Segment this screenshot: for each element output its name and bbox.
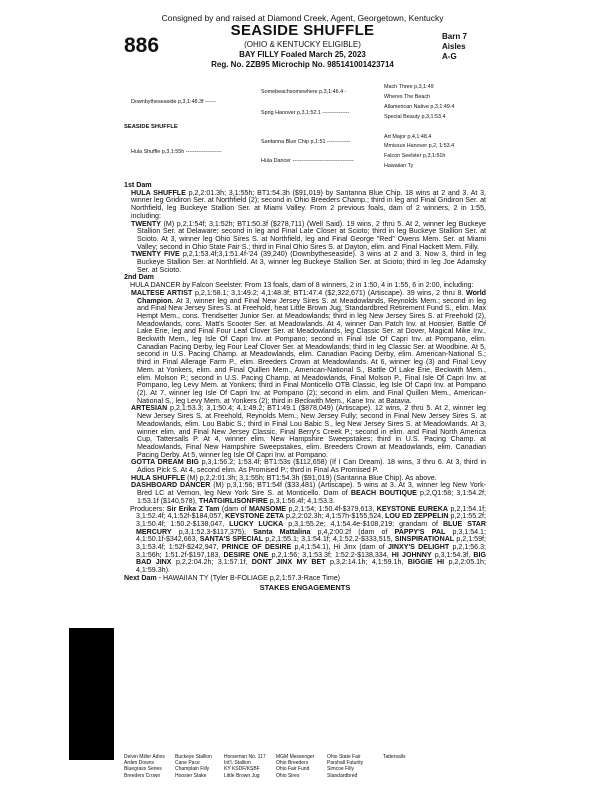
producer-horse-name: SINSPIRATIONAL bbox=[394, 535, 455, 544]
ped-dam-dam: Hula Dancer ---------------------------------- bbox=[261, 158, 354, 164]
producer-horse-name: HI JOHNNY bbox=[391, 550, 432, 559]
second-dam-produce-4 bbox=[124, 482, 486, 505]
producer-horse-name: LOU ED ZEPPELIN bbox=[385, 512, 449, 521]
second-dam-produce-0 bbox=[124, 290, 486, 406]
produce-name: ARTESIAN bbox=[131, 404, 168, 413]
produce-text: p,2,1:58.1; 3,1:49.2; 4,1:48.3f; BT1:47.4 ($2,322,671) (Artiscape). 39 wins, 2 thru 8. bbox=[192, 288, 467, 297]
producer-horse-name: PAPPY'S PAL bbox=[394, 527, 446, 536]
producer-text: p,3,1:52.3-$117,375), bbox=[171, 527, 254, 536]
stakes-item: Int'l. Stallion bbox=[224, 760, 251, 767]
producer-text: p,2,1:56.3; 3,1:56h; 1:51.2f-$197,183, bbox=[136, 543, 487, 559]
produce-text: p,3,1:56.2; 1:53.4f; BT1:53s ($112,658) (If I Can Dream). 18 wins, 3 thru 6. At 3, third in Adios Pick S. At 4, second elim. As Promised P.; third in Final As Promised P. bbox=[137, 458, 486, 475]
barn-label: Barn 7 bbox=[442, 32, 467, 41]
stakes-item: Standardbred bbox=[327, 772, 358, 779]
next-dam-line bbox=[124, 575, 486, 583]
stakes-item: Ohio Breeders bbox=[276, 760, 309, 767]
second-dam-produce-2 bbox=[124, 459, 486, 474]
first-dam-heading: 1st Dam bbox=[124, 181, 152, 189]
producer-horse-name: KEYSTONE ZETA bbox=[225, 512, 285, 521]
producer-text: p,4,1:54.1), Hi Jinx (dam of bbox=[291, 543, 388, 552]
second-dam-produce-1 bbox=[124, 405, 486, 459]
ped-sire-sire: Somebeachsomewhere p,3,1:46.4 - bbox=[261, 89, 347, 95]
next-dam-heading: Next Dam bbox=[124, 573, 157, 582]
ped-sire-sire-sire: Mach Three p,3,1:49 bbox=[384, 84, 434, 90]
producer-text: p,4,2:00.2f (dam of bbox=[310, 527, 395, 536]
stakes-item: KY KSDF/KSBF bbox=[224, 766, 260, 773]
producer-text: p,2,1:56; 3,1:53.3f; 1:52.2-$138,334, bbox=[268, 550, 392, 559]
producer-horse-name: Santa Mattalina bbox=[253, 527, 311, 536]
first-dam-produce-1 bbox=[124, 251, 486, 274]
produce-honor: World Champion. bbox=[137, 288, 486, 305]
stakes-item: Delvin Miller Adios bbox=[124, 754, 165, 760]
stakes-item: Cane Pace bbox=[175, 760, 200, 767]
producer-horse-name: BLUE STAR MERCURY bbox=[136, 519, 486, 536]
producer-text: p,3,2:14.1h; 4,1:59.1h, bbox=[325, 558, 408, 567]
aisle-range: A-G bbox=[442, 52, 457, 61]
stakes-item: Parshall Futurity bbox=[327, 760, 364, 767]
produce-offspring: THATGIRLISONFIRE bbox=[198, 496, 268, 505]
stakes-item: Champlain Filly bbox=[175, 766, 210, 773]
producer-text: p,2,1:59f; 3,1:53.4f; 1:52f-$242,947, bbox=[136, 535, 486, 552]
stakes-item: Ohio State Fair bbox=[327, 754, 361, 760]
ped-sire: Downbytheseaside p,3,1:48.3f ------ bbox=[131, 99, 216, 105]
producer-text: p,3,1:54.3f, bbox=[431, 550, 474, 559]
producer-horse-name: PRINCE OF DESIRE bbox=[221, 543, 292, 552]
first-dam-text: p,2,2:01.3h; 3,1:55h; BT1:54.3h ($91,019) by Santanna Blue Chip. 18 wins at 2 and 3. At 3, winner leg Gridiron Ser. at Northfield (2); second in Ohio Breeders Champ.; third in leg and Final Gridiron Ser. at Northfield, leg Buckeye Stallion Ser. at Miami Valley. From 2 previous foals, dam of 2 winners, 2 in 1:55, including: bbox=[131, 188, 486, 220]
produce-text: At 3, winner leg and Final New Jersey Sires S. at Meadowlands, Reynolds Mem.; second in leg and Final New Jersey Sires S. at Freehold, heat Little Brown Jug, Standardbred Retirement Fund S., elim. Max Hempt Mem., cons. Trendsetter Junior Ser. at Meadowlands; third in leg New Jersey Sires S. at Freehold (2), Meadowlands, cons. Matt's Scooter Ser. at Meadowlands. At 4, winner Dan Patch Inv. at Hoosier, Battle Of Lake Erie, leg and Final Four Leaf Clover Ser. at Meadowlands, leg Classic Ser. at Dover, Magical Mike Inv., Beckwith Mem., leg Isle Of Capri Inv. at Pompano; second in Final Isle Of Capri Inv. at Pompano, elim. Canadian Pacing Derby, leg Four Leaf Clover Ser. at Meadowlands; third in leg Classic Ser. at Woodbine. At 5, second in U.S. Pacing Champ. at Meadowlands, elim. Canadian Pacing Derby, elim. American-National S.; third in Final Allerage Farm P., elim. Breeders Crown at Meadowlands. At 6, winner leg (3) and Final Levy Mem. at Yonkers, elim. and Final Quillen Mem., American-National S., Battle Of Lake Erie, Beckwith Mem., elim. Molson P.; second in U.S. Pacing Champ. at Meadowlands, Final Molson P., Final Isle Of Capri Inv. at Pompano, leg Levy Mem. at Yonkers; third in Final Monticello OTB Classic, leg Isle Of Capri Inv. at Pompano (2). At 7, winner leg Isle Of Capri Inv. at Pompano (2); second in elim. and Final Quillen Mem., American-National S., leg Levy Mem. at Yonkers (2); third in Beckwith Mem., Kane Inv. at Batavia. bbox=[137, 296, 486, 405]
producer-text: p,2,2:05.1h; 4,1:59.3h). bbox=[136, 558, 486, 575]
ped-sire-dam: Sprig Hanover p,3,1:52.1 --------------- bbox=[261, 110, 350, 116]
producer-text: p,2,2:02.3h; 4,1:57h-$155,524, bbox=[284, 512, 386, 521]
producer-text: p,3,1:54.1; 4,1:50.1f-$342,663, bbox=[136, 527, 486, 544]
next-dam-text: - HAWAIIAN TY (Tyler B-FOLIAGE p,2,1:57.3-Race Time) bbox=[156, 573, 341, 582]
stakes-item: Tattersalls bbox=[383, 754, 406, 760]
stakes-item: Hoosier Stake bbox=[175, 772, 207, 779]
producer-horse-name: MANSOME bbox=[248, 504, 287, 513]
stakes-item: Little Brown Jug bbox=[224, 772, 260, 779]
producer-text: p,2,1:55.2f; 3,1:50.4f; 1:50.2-$138,047, bbox=[136, 512, 486, 528]
producer-text: p,2,2:04.2h; 3,1:57.1f, bbox=[171, 558, 252, 567]
stakes-item: Breeders Crown bbox=[124, 772, 161, 779]
black-side-bar bbox=[69, 628, 114, 760]
stakes-item bbox=[383, 773, 443, 779]
ped-sire-dam-sire: Allamerican Native p,3,1:49.4 bbox=[384, 104, 455, 110]
produce-text: (M) p,3,1:56; BT1:54f ($33,481) (Artiscape). 5 wins at 3. At 3, winner leg New York-Bred LC at Vernon, leg New York Sire S. at Monticello. Dam of bbox=[137, 481, 486, 498]
horse-description: BAY FILLY Foaled March 25, 2023 bbox=[239, 50, 366, 59]
producer-text: (dam of bbox=[219, 504, 249, 513]
stakes-item: Buckeye Stallion bbox=[175, 754, 212, 760]
registration: Reg. No. 2ZB95 Microchip No. 985141001423714 bbox=[211, 60, 394, 69]
producer-horse-name: BIGGIE HI bbox=[407, 558, 445, 567]
stakes-item: Bluegrass Series bbox=[124, 766, 162, 773]
first-dam-name: HULA SHUFFLE bbox=[131, 188, 186, 197]
ped-dam-sire-dam: Mmissus Hanover p,2, 1:53.4 bbox=[384, 143, 455, 149]
ped-dam-dam-dam: Hawaiian Ty bbox=[384, 163, 414, 169]
stakes-engagements-list bbox=[124, 754, 494, 779]
produce-name: TWENTY bbox=[131, 219, 161, 228]
produce-text: (M) p,2,1:54f; 3,1:52h; BT1:50.3f ($278,711) (Well Said). 19 wins, 2 thru 5. At 2, winner leg Buckeye Stallion Ser. at Delaware; second in leg and Final Late Closer at Scioto; third in leg Buckeye Stallion Ser. at Scioto. At 3, winner leg Ohio Sires S. at Northfield, leg and Final George "Red" Owens Mem. Ser. at Miami Valley; second in Ohio State Fair S.; third in Final Ohio Sires S. at Dayton, elim. and Final Hackett Mem. Filly. bbox=[137, 219, 486, 251]
eligibility: (OHIO & KENTUCKY ELIGIBLE) bbox=[244, 40, 361, 49]
hip-number: 886 bbox=[124, 34, 160, 57]
producer-horse-name: Sir Erika Z Tam bbox=[166, 504, 220, 513]
second-dam-heading: 2nd Dam bbox=[124, 273, 154, 282]
producer-horse-name: KEYSTONE EUREKA bbox=[376, 504, 449, 513]
stakes-item: Ohio Sires bbox=[276, 772, 300, 779]
consignor-line: Consigned by and raised at Diamond Creek, Agent, Georgetown, Kentucky bbox=[161, 13, 444, 23]
produce-name: DASHBOARD DANCER bbox=[131, 481, 211, 490]
ped-dam: Hula Shuffle p,3,1:55h -------------------- bbox=[131, 149, 222, 155]
ped-sire-dam-dam: Special Beauty p,3,1:53.4 bbox=[384, 114, 446, 120]
produce-name: GOTTA DREAM BIG bbox=[131, 458, 199, 467]
produce-offspring: BEACH BOUTIQUE bbox=[350, 489, 417, 498]
second-dam-intro: HULA DANCER by Falcon Seelster. From 13 foals, dam of 8 winners, 2 in 1:50, 4 in 1:55, 6 in 2:00, including: bbox=[130, 281, 474, 290]
ped-sire-sire-dam: Wheres The Beach bbox=[384, 94, 431, 100]
produce-text: p,2,1:53.3; 3,1:50.4; 4,1:49.2; BT1:49.1 ($878,049) (Artiscape). 12 wins, 2 thru 5. At 2, winner leg New Jersey Sires S. at Freehold, Reynolds Mem., New Jersey Fully; second in Final New Jersey Sires S. at Meadowlands, elim. Lou Babic S.; third in Final Lou Babic S., leg New Jersey Sires S. at Meadowlands. At 3, winner elim. and Final New Jersey Classic, Final Berry's Creek P.; second in elim. and Final North America Cup, Tattersalls P. At 4, winner elim. New Hampshire Sweepstakes; third in U.S. Pacing Champ. at Meadowlands, Final New Hampshire Sweepstakes, elim. Breeders Crown at Meadowlands, elim. Canadian Pacing Derby. At 5, winner leg Isle Of Capri Inv. at Pompano. bbox=[137, 404, 486, 459]
producer-horse-name: LUCKY LUCKA bbox=[229, 519, 284, 528]
stakes-item: Arden Downs bbox=[124, 760, 155, 767]
producer-horse-name: DONT JINX MY BET bbox=[251, 558, 326, 567]
producers-paragraph bbox=[124, 506, 486, 575]
stakes-item: Ohio Fair Fund bbox=[276, 766, 310, 773]
produce-name: TWENTY FIVE bbox=[131, 250, 180, 259]
produce-text: p,3,1:56.4f; 4,1:53.3. bbox=[267, 496, 335, 505]
horse-title: SEASIDE SHUFFLE bbox=[230, 22, 375, 39]
producer-horse-name: DESIRE ONE bbox=[223, 550, 269, 559]
ped-foal: SEASIDE SHUFFLE bbox=[124, 124, 178, 130]
produce-name: MALTESE ARTIST bbox=[131, 288, 193, 297]
produce-text: p,2,1:53.4f;3,1:51.4f-'24 (39,240) (Downbytheseaside). 3 wins at 2 and 3. Now 3, third in leg Buckeye Stallion Ser. at Northfield. At 3, winner leg Buckeye Stallion Ser. at Scioto; third in leg Joe Adamsky Ser. at Scioto. bbox=[137, 250, 486, 274]
stakes-heading: STAKES ENGAGEMENTS bbox=[259, 582, 351, 592]
producer-horse-name: JINXY'S DELIGHT bbox=[387, 543, 450, 552]
producer-horse-name: BIG BAD JINX bbox=[136, 550, 486, 567]
producer-text: p,3,1:55.2e; 4,1:54.4e-$108,219; grandam of bbox=[283, 519, 443, 528]
first-dam-paragraph bbox=[124, 190, 486, 221]
first-dam-produce-0 bbox=[124, 221, 486, 252]
produce-text: p,2,Q1:58; 3,1:54.2f; 1:53.1f ($140,578), bbox=[137, 489, 486, 505]
aisles-label: Aisles bbox=[442, 42, 466, 51]
produce-name: HULA SHUFFLE bbox=[131, 473, 186, 482]
stakes-item: Simcoe Filly bbox=[327, 766, 354, 773]
catalog-body bbox=[124, 182, 486, 591]
producer-text: Producers: bbox=[130, 504, 167, 513]
ped-dam-sire: Santanna Blue Chip p,1:51 ------------- bbox=[261, 139, 351, 145]
producer-text: p,2,1:54.1f; 3,1:52.4f; 4,1:52f-$184,057, bbox=[136, 504, 487, 521]
stakes-item: MGM Messenger bbox=[276, 754, 315, 760]
stakes-item: Horseman No. 117 bbox=[224, 754, 266, 760]
ped-dam-sire-sire: Art Major p,4,1:48.4 bbox=[384, 134, 432, 140]
producer-horse-name: SANTA'S SPECIAL bbox=[199, 535, 264, 544]
produce-text: (M) p,2,2:01.3h; 3,1:55h; BT1:54.3h ($91,019) (Santanna Blue Chip). As above. bbox=[185, 473, 437, 482]
producer-text: p,2,1:55.1; 3,1:54.1f; 4,1:52.2-$333,515, bbox=[263, 535, 395, 544]
ped-dam-dam-sire: Falcon Seelster p,3,1:51h bbox=[384, 153, 446, 159]
producer-text: p,2,1:54; 1:50.4f-$379,613, bbox=[286, 504, 377, 513]
